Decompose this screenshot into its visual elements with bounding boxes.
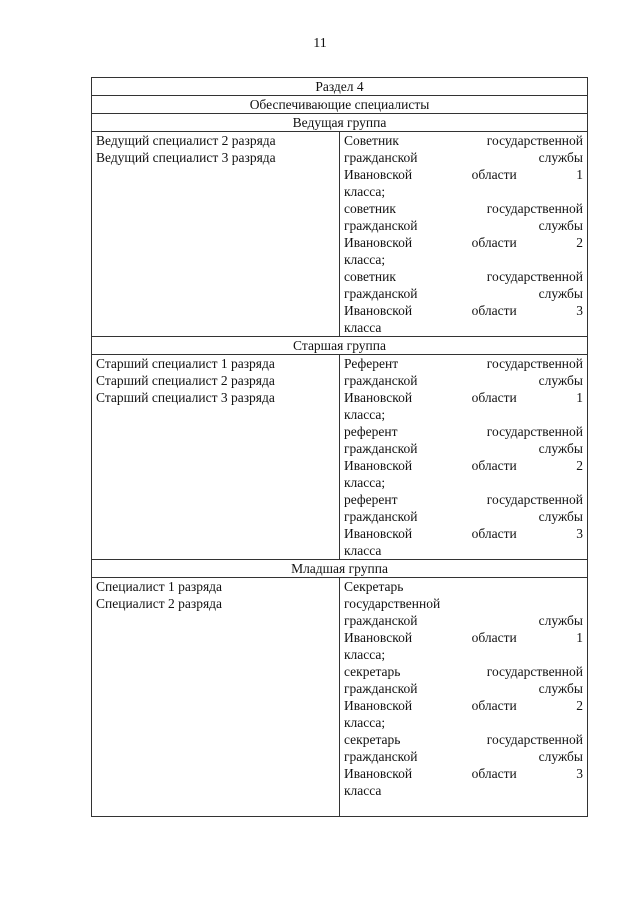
position-name: Специалист 1 разряда (96, 579, 223, 594)
class-rank-line: класса; (344, 715, 386, 730)
class-rank-line: класса; (344, 184, 386, 199)
class-rank-line: гражданской службы (344, 509, 583, 524)
class-rank-line: референт государственной (344, 492, 583, 507)
class-rank-line: советник государственной (344, 269, 583, 284)
class-rank-line: гражданской службы (344, 613, 583, 628)
class-rank-line: Ивановской области 2 (344, 235, 583, 250)
class-rank-line: референт государственной (344, 424, 583, 439)
class-rank-line: класса; (344, 252, 386, 267)
class-rank-line: Советник государственной (344, 133, 583, 148)
class-rank-line: государственной (344, 596, 441, 611)
class-rank-line: класса; (344, 475, 386, 490)
positions-cell (92, 578, 340, 817)
class-rank-line: гражданской службы (344, 373, 583, 388)
class-rank-line: Ивановской области 2 (344, 698, 583, 713)
class-rank (344, 355, 583, 423)
class-rank-line: Ивановской области 2 (344, 458, 583, 473)
class-rank-line: Ивановской области 1 (344, 630, 583, 645)
classes-cell (340, 355, 588, 560)
page-number: 11 (313, 36, 327, 51)
class-rank-line: Секретарь (344, 579, 404, 594)
class-rank-line: класса; (344, 407, 386, 422)
group-header-row (92, 337, 588, 355)
positions-cell (92, 355, 340, 560)
class-rank (344, 268, 583, 336)
class-rank-line: секретарь государственной (344, 664, 583, 679)
position-name: Ведущий специалист 2 разряда (96, 133, 276, 148)
position-name: Старший специалист 2 разряда (96, 373, 275, 388)
category-row (92, 96, 588, 114)
class-rank-line: Ивановской области 1 (344, 167, 583, 182)
category-title: Обеспечивающие специалисты (92, 96, 588, 114)
group-title: Младшая группа (92, 560, 588, 578)
position-name: Старший специалист 3 разряда (96, 390, 275, 405)
class-rank-line: гражданской службы (344, 441, 583, 456)
class-rank-line: класса (344, 543, 382, 558)
class-rank-line: Ивановской области 3 (344, 766, 583, 781)
group-title: Ведущая группа (92, 114, 588, 132)
table-body (92, 78, 588, 817)
group-header-row (92, 560, 588, 578)
classes-cell (340, 578, 588, 817)
position-name: Ведущий специалист 3 разряда (96, 150, 276, 165)
class-rank-line: секретарь государственной (344, 732, 583, 747)
class-rank (344, 663, 583, 731)
position-name: Специалист 2 разряда (96, 596, 223, 611)
class-rank (344, 731, 583, 799)
class-rank (344, 578, 583, 663)
class-rank (344, 423, 583, 491)
class-rank-line: Ивановской области 1 (344, 390, 583, 405)
class-rank-line: Референт государственной (344, 356, 583, 371)
group-header-row (92, 114, 588, 132)
class-rank-line: гражданской службы (344, 681, 583, 696)
position-name: Старший специалист 1 разряда (96, 356, 275, 371)
class-rank-line: гражданской службы (344, 286, 583, 301)
classes-cell (340, 132, 588, 337)
class-rank-line: гражданской службы (344, 218, 583, 233)
section-row (92, 78, 588, 96)
class-rank (344, 200, 583, 268)
group-body-row (92, 355, 588, 560)
positions-table (91, 77, 588, 817)
positions-cell (92, 132, 340, 337)
class-rank-line: класса (344, 783, 382, 798)
class-rank (344, 132, 583, 200)
group-body-row (92, 578, 588, 817)
group-body-row (92, 132, 588, 337)
class-rank-line: класса (344, 320, 382, 335)
class-rank-line: Ивановской области 3 (344, 303, 583, 318)
class-rank-line: гражданской службы (344, 749, 583, 764)
class-rank-line: советник государственной (344, 201, 583, 216)
group-title: Старшая группа (92, 337, 588, 355)
class-rank-line: Ивановской области 3 (344, 526, 583, 541)
section-title: Раздел 4 (92, 78, 588, 96)
class-rank-line: класса; (344, 647, 386, 662)
class-rank-line: гражданской службы (344, 150, 583, 165)
class-rank (344, 491, 583, 559)
